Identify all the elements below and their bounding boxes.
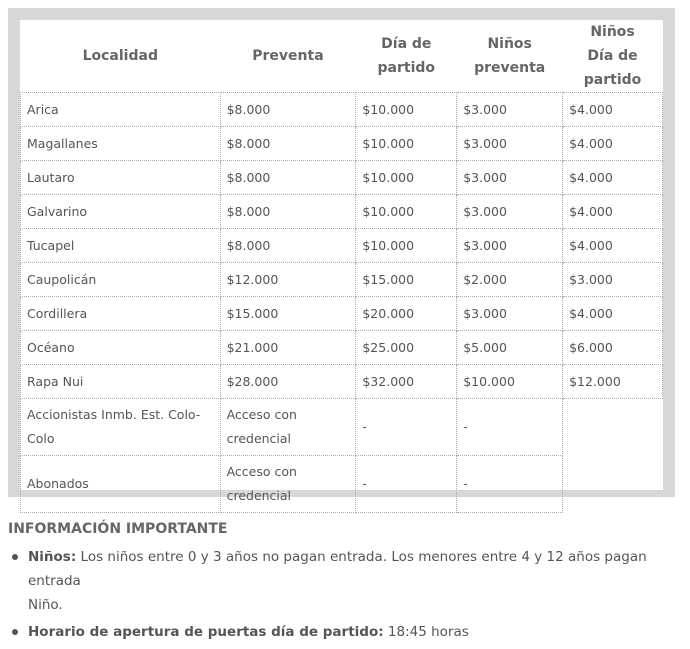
header-ninos-dia-line1: Niños bbox=[590, 24, 635, 40]
header-dia-line1: Día de bbox=[381, 36, 432, 52]
cell-localidad-line1: Accionistas Inmb. Est. Colo- bbox=[27, 407, 201, 422]
cell-dia-partido: $20.000 bbox=[356, 297, 457, 331]
cell-localidad-line1: Abonados bbox=[27, 476, 89, 491]
cell-ninos-dia: $4.000 bbox=[563, 93, 663, 127]
cell-dia-partido: - bbox=[356, 456, 457, 513]
cell-preventa bbox=[220, 456, 356, 513]
cell-localidad: Lautaro bbox=[21, 161, 221, 195]
cell-preventa: $28.000 bbox=[220, 365, 356, 399]
cell-preventa: $8.000 bbox=[220, 127, 356, 161]
cell-ninos-dia: $6.000 bbox=[563, 331, 663, 365]
cell-ninos-preventa: $3.000 bbox=[457, 195, 563, 229]
table-row bbox=[21, 93, 663, 127]
cell-dia-partido: $10.000 bbox=[356, 229, 457, 263]
important-info-list bbox=[8, 545, 678, 644]
list-item bbox=[8, 545, 678, 617]
info-text: 18:45 horas bbox=[383, 624, 469, 640]
table-row bbox=[21, 331, 663, 365]
cell-preventa: $8.000 bbox=[220, 161, 356, 195]
cell-empty bbox=[563, 399, 663, 456]
cell-localidad: Galvarino bbox=[21, 195, 221, 229]
cell-ninos-preventa: $3.000 bbox=[457, 127, 563, 161]
price-table-frame bbox=[8, 8, 675, 503]
info-label: Niños: bbox=[28, 549, 77, 565]
cell-preventa: $12.000 bbox=[220, 263, 356, 297]
cell-localidad: Rapa Nui bbox=[21, 365, 221, 399]
cell-dia-partido: - bbox=[356, 399, 457, 456]
header-ninos-preventa bbox=[457, 20, 563, 93]
cell-localidad: Arica bbox=[21, 93, 221, 127]
table-row bbox=[21, 229, 663, 263]
cell-ninos-dia: $12.000 bbox=[563, 365, 663, 399]
cell-preventa: $8.000 bbox=[220, 195, 356, 229]
cell-localidad: Magallanes bbox=[21, 127, 221, 161]
header-ninos-pre-line1: Niños bbox=[487, 36, 532, 52]
table-row bbox=[21, 161, 663, 195]
info-text-line2: Niño. bbox=[28, 597, 63, 613]
cell-ninos-preventa: $3.000 bbox=[457, 297, 563, 331]
header-dia-line2: partido bbox=[377, 60, 436, 76]
header-preventa: Preventa bbox=[252, 48, 324, 64]
cell-dia-partido: $10.000 bbox=[356, 127, 457, 161]
cell-ninos-dia: $4.000 bbox=[563, 229, 663, 263]
table-header-row bbox=[21, 20, 663, 93]
cell-ninos-preventa: $5.000 bbox=[457, 331, 563, 365]
list-item bbox=[8, 620, 678, 644]
cell-ninos-preventa: $3.000 bbox=[457, 93, 563, 127]
bullet-icon bbox=[12, 554, 18, 560]
cell-ninos-preventa: $3.000 bbox=[457, 161, 563, 195]
header-ninos-dia-line2: Día de partido bbox=[583, 48, 642, 88]
price-table bbox=[20, 20, 663, 513]
cell-ninos-dia: $3.000 bbox=[563, 263, 663, 297]
cell-ninos-preventa: $2.000 bbox=[457, 263, 563, 297]
header-ninos-dia bbox=[563, 20, 663, 93]
cell-localidad: Cordillera bbox=[21, 297, 221, 331]
cell-dia-partido: $10.000 bbox=[356, 93, 457, 127]
info-text: Los niños entre 0 y 3 años no pagan entrada. Los menores entre 4 y 12 años pagan entrada bbox=[28, 549, 647, 589]
cell-localidad-line2: Colo bbox=[27, 431, 55, 446]
table-row bbox=[21, 195, 663, 229]
cell-localidad bbox=[21, 456, 221, 513]
cell-ninos-dia: $4.000 bbox=[563, 127, 663, 161]
cell-localidad: Caupolicán bbox=[21, 263, 221, 297]
cell-preventa: $15.000 bbox=[220, 297, 356, 331]
cell-preventa-line1: Acceso con bbox=[226, 464, 297, 479]
bullet-icon bbox=[12, 629, 18, 635]
cell-preventa: $8.000 bbox=[220, 93, 356, 127]
table-row bbox=[21, 365, 663, 399]
cell-preventa-line1: Acceso con bbox=[226, 407, 297, 422]
table-row-special bbox=[21, 399, 663, 456]
cell-preventa: $8.000 bbox=[220, 229, 356, 263]
cell-preventa: $21.000 bbox=[220, 331, 356, 365]
cell-ninos-preventa: $10.000 bbox=[457, 365, 563, 399]
cell-localidad bbox=[21, 399, 221, 456]
cell-ninos-dia: $4.000 bbox=[563, 297, 663, 331]
header-ninos-pre-line2: preventa bbox=[474, 60, 546, 76]
cell-ninos-preventa: - bbox=[457, 456, 563, 513]
cell-dia-partido: $15.000 bbox=[356, 263, 457, 297]
cell-localidad: Tucapel bbox=[21, 229, 221, 263]
important-info-title: INFORMACIÓN IMPORTANTE bbox=[8, 521, 228, 537]
cell-empty bbox=[563, 456, 663, 513]
cell-ninos-preventa: $3.000 bbox=[457, 229, 563, 263]
price-table-panel bbox=[20, 20, 663, 503]
table-row bbox=[21, 297, 663, 331]
header-localidad: Localidad bbox=[82, 48, 158, 64]
cell-dia-partido: $10.000 bbox=[356, 195, 457, 229]
cell-ninos-preventa: - bbox=[457, 399, 563, 456]
table-row bbox=[21, 263, 663, 297]
cell-dia-partido: $32.000 bbox=[356, 365, 457, 399]
header-dia-partido bbox=[356, 20, 457, 93]
cell-dia-partido: $25.000 bbox=[356, 331, 457, 365]
cell-preventa bbox=[220, 399, 356, 456]
cell-ninos-dia: $4.000 bbox=[563, 161, 663, 195]
cell-preventa-line2: credencial bbox=[226, 488, 292, 503]
cell-ninos-dia: $4.000 bbox=[563, 195, 663, 229]
important-info-section bbox=[8, 517, 678, 647]
cell-preventa-line2: credencial bbox=[226, 431, 292, 446]
info-label: Horario de apertura de puertas día de partido: bbox=[28, 624, 384, 640]
cell-dia-partido: $10.000 bbox=[356, 161, 457, 195]
cell-localidad: Océano bbox=[21, 331, 221, 365]
table-row bbox=[21, 127, 663, 161]
table-row-special bbox=[21, 456, 663, 513]
